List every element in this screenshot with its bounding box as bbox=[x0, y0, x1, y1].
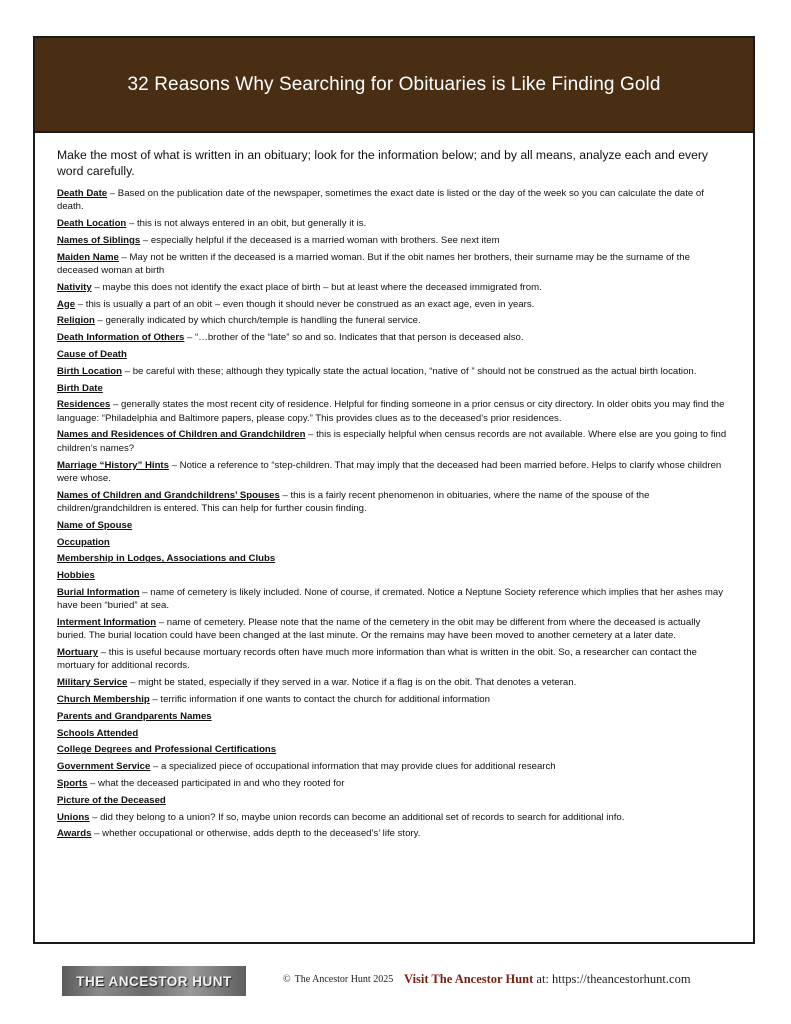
list-item bbox=[57, 827, 731, 840]
list-item bbox=[57, 794, 731, 807]
item-description: – Based on the publication date of the newspaper, sometimes the exact date is listed or the day of the week so you can calculate the date of death. bbox=[57, 188, 704, 213]
list-item bbox=[57, 331, 731, 344]
list-item bbox=[57, 552, 731, 565]
item-term: Names and Residences of Children and Grandchildren bbox=[57, 429, 306, 441]
copyright-text: The Ancestor Hunt 2025 bbox=[294, 974, 394, 985]
item-term: Awards bbox=[57, 828, 92, 840]
item-term: Cause of Death bbox=[57, 348, 127, 360]
item-term: College Degrees and Professional Certifications bbox=[57, 744, 277, 756]
list-item bbox=[57, 489, 731, 516]
item-term: Names of Children and Grandchildrens’ Spouses bbox=[57, 489, 280, 501]
item-term: Hobbies bbox=[57, 570, 95, 582]
ancestor-hunt-logo[interactable] bbox=[62, 966, 246, 996]
item-description: – Notice a reference to “step-children. That may imply that the deceased had been married before. Helps to clarify whose children were whose. bbox=[57, 459, 722, 484]
list-item bbox=[57, 586, 731, 613]
item-term: Military Service bbox=[57, 677, 128, 689]
item-term: Church Membership bbox=[57, 694, 150, 705]
list-item bbox=[57, 234, 731, 247]
item-description: – maybe this does not identify the exact place of birth – but at least where the deceased immigrated from. bbox=[91, 281, 542, 293]
item-description: – generally states the most recent city of residence. Helpful for finding someone in a prior census or city directory. In older obits you may find the language: “Philadelphia and Baltimore papers, please copy.” This provides clues as to the deceased’s prior residences. bbox=[57, 399, 725, 424]
item-description: – terrific information if one wants to contact the church for additional information bbox=[149, 694, 490, 705]
logo-text: THE ANCESTOR HUNT bbox=[76, 973, 232, 989]
item-term: Picture of the Deceased bbox=[57, 794, 166, 806]
copyright-notice bbox=[283, 974, 393, 985]
item-term: Death Location bbox=[57, 218, 127, 230]
list-item bbox=[57, 646, 731, 673]
footer bbox=[0, 962, 791, 1002]
item-description: – be careful with these; although they typically state the actual location, “native of ” should not be construed as the actual birth location. bbox=[122, 365, 697, 377]
list-item bbox=[57, 314, 731, 327]
item-term: Burial Information bbox=[57, 586, 140, 598]
list-item bbox=[57, 811, 731, 824]
content-frame bbox=[33, 36, 755, 944]
item-description: – this is useful because mortuary records often have much more information than what is written in the obit. So, a researcher can contact the mortuary for additional records. bbox=[57, 647, 697, 672]
intro-text: Make the most of what is written in an obituary; look for the information below; and by all means, analyze each and every word carefully. bbox=[57, 148, 709, 178]
title-banner bbox=[35, 38, 753, 133]
item-description: – might be stated, especially if they served in a war. Notice if a flag is on the obit. That denotes a veteran. bbox=[127, 677, 577, 689]
item-term: Names of Siblings bbox=[57, 234, 141, 246]
item-description: – what the deceased participated in and who they rooted for bbox=[87, 777, 345, 789]
item-description: – name of cemetery. Please note that the name of the cemetery in the obit may be different from where the deceased is actually buried. The burial location could have been changed at the last minute. Or the remains may have been moved to another cemetery at a later date. bbox=[57, 617, 701, 642]
list-item bbox=[57, 710, 731, 723]
list-item bbox=[57, 616, 731, 643]
list-item bbox=[57, 693, 731, 706]
item-term: Mortuary bbox=[57, 647, 99, 659]
item-description: – a specialized piece of occupational information that may provide clues for additional research bbox=[150, 761, 556, 773]
list-item bbox=[57, 727, 731, 740]
list-item bbox=[57, 777, 731, 790]
item-term: Maiden Name bbox=[57, 251, 119, 263]
item-description: – this is especially helpful when census records are not available. Where else are you going to find children’s names? bbox=[57, 429, 727, 454]
list-item bbox=[57, 569, 731, 582]
item-description: – this is not always entered in an obit, but generally it is. bbox=[126, 218, 367, 230]
item-description: – whether occupational or otherwise, adds depth to the deceased’s’ life story. bbox=[91, 828, 421, 840]
list-item bbox=[57, 298, 731, 311]
item-description: – generally indicated by which church/temple is handling the funeral service. bbox=[94, 315, 421, 327]
item-term: Occupation bbox=[57, 536, 110, 548]
copyright-symbol: © bbox=[283, 974, 291, 985]
list-item bbox=[57, 348, 731, 361]
visit-link[interactable] bbox=[404, 972, 691, 987]
item-term: Schools Attended bbox=[57, 727, 139, 739]
item-description: – May not be written if the deceased is a married woman. But if the obit names her brothers, their surname may be the surname of the deceased woman at birth bbox=[57, 251, 690, 276]
list-item bbox=[57, 760, 731, 773]
item-description: – did they belong to a union? If so, maybe union records can become an additional set of records to search for additional info. bbox=[89, 811, 625, 823]
item-term: Marriage “History” Hints bbox=[57, 459, 169, 471]
page-title: 32 Reasons Why Searching for Obituaries is Like Finding Gold bbox=[127, 73, 661, 95]
visit-label: Visit The Ancestor Hunt bbox=[404, 972, 534, 986]
item-term: Death Date bbox=[57, 188, 108, 199]
item-term: Membership in Lodges, Associations and Clubs bbox=[57, 553, 276, 565]
item-description: – this is usually a part of an obit – even though it should never be construed as an exact age, even in years. bbox=[75, 298, 535, 310]
list-item bbox=[57, 365, 731, 378]
list-item bbox=[57, 743, 731, 756]
item-term: Government Service bbox=[57, 761, 151, 773]
list-item bbox=[57, 251, 731, 278]
list-item bbox=[57, 382, 731, 395]
item-term: Religion bbox=[57, 315, 95, 327]
list-item bbox=[57, 398, 731, 425]
list-item bbox=[57, 187, 731, 214]
list-item bbox=[57, 536, 731, 549]
item-description: – this is a fairly recent phenomenon in obituaries, where the name of the spouse of the children/grandchildren is entered. This can help for further cousin finding. bbox=[57, 489, 650, 514]
list-item bbox=[57, 281, 731, 294]
item-term: Parents and Grandparents Names bbox=[57, 710, 212, 722]
item-term: Death Information of Others bbox=[57, 332, 185, 344]
item-term: Birth Date bbox=[57, 382, 103, 394]
list-item bbox=[57, 217, 731, 230]
item-term: Sports bbox=[57, 777, 88, 789]
item-description: – especially helpful if the deceased is a married woman with brothers. See next item bbox=[140, 234, 500, 246]
list-item bbox=[57, 459, 731, 486]
reasons-list bbox=[57, 187, 731, 841]
item-description: – “…brother of the “late” so and so. Indicates that that person is deceased also. bbox=[184, 332, 524, 344]
item-description: – name of cemetery is likely included. None of course, if cremated. Notice a Neptune Society reference which implies that her ashes may have been “buried” at sea. bbox=[57, 586, 723, 612]
item-term: Nativity bbox=[57, 281, 92, 293]
list-item bbox=[57, 676, 731, 689]
item-term: Age bbox=[57, 298, 76, 310]
list-item bbox=[57, 428, 731, 455]
item-term: Birth Location bbox=[57, 365, 123, 377]
item-term: Residences bbox=[57, 399, 111, 411]
visit-url: at: https://theancestorhunt.com bbox=[533, 972, 691, 986]
list-item bbox=[57, 519, 731, 532]
item-term: Name of Spouse bbox=[57, 519, 133, 531]
item-term: Interment Information bbox=[57, 617, 157, 629]
item-term: Unions bbox=[57, 811, 90, 823]
